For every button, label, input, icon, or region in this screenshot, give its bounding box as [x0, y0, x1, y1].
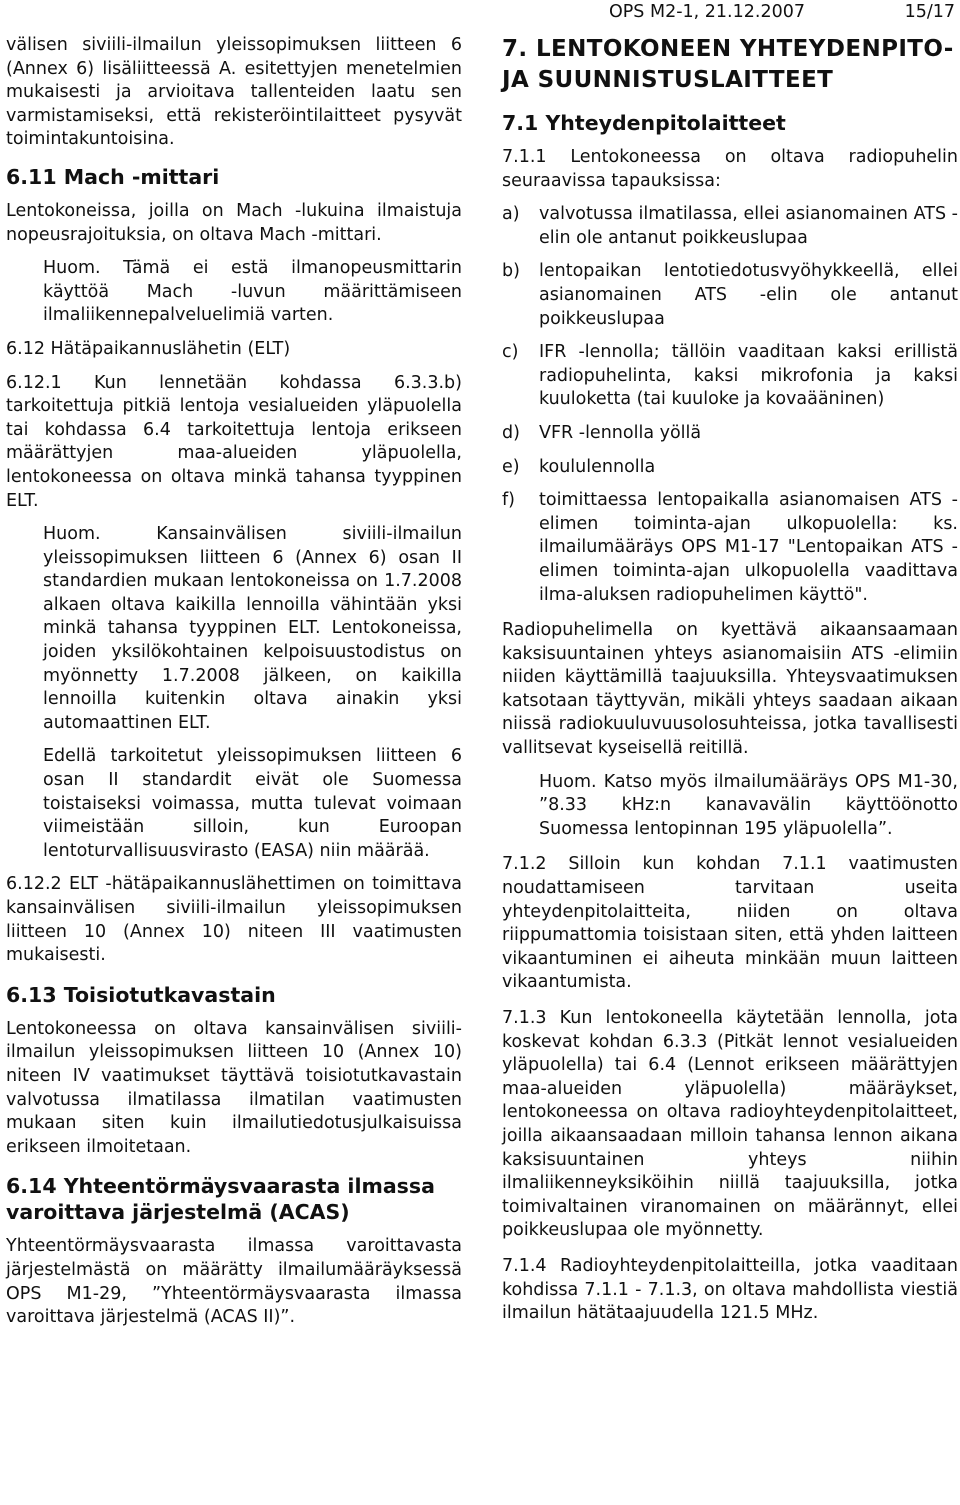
list-item: [502, 341, 958, 412]
list-marker: e): [502, 456, 520, 477]
radio-paragraph: Radiopuhelimella on kyettävä aikaansaamaan kaksisuuntainen yhteys asianomaisiin ATS -elimiin niiden käyttämillä taajuuksilla. Yhteysvaatimuksen katsotaan täyttyvän, mikäli yhteys saadaan aikaan niissä radiokuuluvuusolosuhteissa, jotka tavallisesti vallitsevat kyseisellä reitillä.: [502, 620, 958, 759]
list-marker: b): [502, 261, 520, 282]
list-marker: f): [502, 490, 515, 511]
list-item: [502, 260, 958, 331]
radio-requirement-list: [502, 203, 958, 607]
page-number: 15/17: [904, 2, 955, 22]
list-item: [502, 456, 958, 480]
section-6-12-2-paragraph: 6.12.2 ELT -hätäpaikannuslähettimen on toimittava kansainvälisen siviili-ilmailun yleissopimuksen liitteen 10 (Annex 10) niteen III vaatimusten mukaisesti.: [6, 874, 462, 966]
list-item-text: IFR -lennolla; tällöin vaaditaan kaksi erillistä radiopuhelinta, kaksi mikrofonia ja kaksi kuulokett‌a (tai kuuloke ja kovaääninen): [539, 342, 958, 410]
list-item: [502, 422, 958, 446]
section-6-14-title: 6.14 Yhteentörmäysvaarasta ilmassa varoittava järjestelmä (ACAS): [6, 1174, 435, 1225]
chapter-7-title: 7. LENTOKONEEN YHTEYDENPITO- JA SUUNNISTUSLAITTEET: [502, 36, 954, 93]
section-6-12-title: 6.12 Hätäpaikannuslähetin (ELT): [6, 338, 291, 359]
section-6-12-1-note: Huom. Kansainvälisen siviili-ilmailun yleissopimuksen liitteen 6 (Annex 6) osan II standardien mukaan lentokoneissa on 1.7.2008 alkaen oltava kaikilla lennoilla vähintään yksi minkä tahansa tyyppinen ELT. Lentokoneissa, joiden yksilökohtainen kelpoisuustodistus on myönnetty 1.7.2008 jälkeen, on kaikilla lennoilla kuitenkin oltava ainakin yksi automaattinen ELT.: [43, 524, 462, 733]
list-item-text: valvotussa ilmatilassa, ellei asianomainen ATS -elin ole antanut poikkeuslupaa: [539, 204, 958, 248]
section-6-11-note: Huom. Tämä ei estä ilmanopeusmittarin käyttöä Mach -luvun määrittämiseen ilmaliikennepalveluelimiä varten.: [43, 258, 462, 326]
intro-paragraph: välisen siviili-ilmailun yleissopimuksen liitteen 6 (Annex 6) lisäliitteessä A. esitettyjen menetelmien mukaisesti ja arvioitava tallenteiden laatu sen varmistamiseksi, että rekisteröintilaitteet pysyvät toimintakuntoisina.: [6, 35, 462, 150]
section-7-1-2-paragraph: 7.1.2 Silloin kun kohdan 7.1.1 vaatimusten noudattamiseen tarvitaan useita yhteydenpitolaitteita, niiden on oltava riippumattomia toisistaan siten, että yhden laitteen vikaantuminen ei aiheuta minkään muun laitteen vikaantumista.: [502, 854, 958, 993]
right-column: [502, 34, 958, 1326]
page-header: [0, 0, 960, 30]
list-item-text: toimittaessa lentopaikalla asianomaisen ATS -elimen toiminta-ajan ulkopuolella: ks. ilmailumääräys OPS M1-17 "Lentopaikan ATS -elimen toiminta-ajan ulkopuolella vaadittava ilma-aluksen radiopuhelimen käyttö".: [539, 490, 958, 605]
section-7-1-title: 7.1 Yhteydenpitolaitteet: [502, 111, 786, 135]
radio-note: Huom. Katso myös ilmailumääräys OPS M1-30, ”8.33 kHz:n kanavavälin käyttöönotto Suomessa lentopinnan 195 yläpuolella”.: [539, 771, 958, 839]
section-6-12-1-note-continued: Edellä tarkoitetut yleissopimuksen liitteen 6 osan II standardit eivät ole Suomessa toistaiseksi voimassa, mutta tulevat voimaan viimeistään silloin, kun Euroopan lentoturvallisuusvirasto (EASA) niin määrää.: [43, 746, 462, 861]
document-id: OPS M2-1, 21.12.2007: [608, 2, 805, 22]
list-item-text: lentopaikan lentotiedotusvyöhykkeellä, ellei asianomainen ATS -elin ole antanut poikkeuslupaa: [539, 261, 958, 329]
section-6-12-1-paragraph: 6.12.1 Kun lennetään kohdassa 6.3.3.b) tarkoitettuja pitkiä lentoja vesialueiden yläpuolella tai kohdassa 6.4 tarkoitettuja lentoja erikseen määrättyjen maa-alueiden yläpuolella, lentokoneessa on oltava minkä tahansa tyyppinen ELT.: [6, 372, 462, 511]
section-6-13-title: 6.13 Toisiotutkavastain: [6, 982, 276, 1007]
list-marker: c): [502, 342, 519, 363]
list-item: [502, 203, 958, 250]
list-item-text: koululennolla: [539, 456, 656, 477]
list-marker: d): [502, 422, 520, 443]
section-6-13-paragraph: Lentokoneessa on oltava kansainvälisen siviili-ilmailun yleissopimuksen liitteen 10 (Annex 10) niteen IV vaatimukset täyttävä toisiotutkavastain valvotussa ilmatilassa ilmatilan vaatimusten mukaan siten kuin ilmailutiedotusjulkaisuissa erikseen ilmoitetaan.: [6, 1018, 462, 1157]
section-6-11-paragraph: Lentokoneissa, joilla on Mach -lukuina ilmaistuja nopeusrajoituksia, on oltava Mach -mittari.: [6, 200, 462, 245]
list-item-text: VFR -lennolla yöllä: [539, 422, 702, 443]
list-marker: a): [502, 204, 520, 225]
section-7-1-4-paragraph: 7.1.4 Radioyhteydenpitolaitteilla, jotka vaaditaan kohdissa 7.1.1 - 7.1.3, on oltava mahdollista viestiä ilmailun hätätaajuudella 121.5 MHz.: [502, 1255, 958, 1324]
section-7-1-1-paragraph: 7.1.1 Lentokoneessa on oltava radiopuhelin seuraavissa tapauksissa:: [502, 147, 958, 191]
section-6-14-paragraph: Yhteentörmäysvaarasta ilmassa varoittavasta järjestelmästä on määrätty ilmailumääräyksessä OPS M1-29, ”Yhteentörmäysvaarasta ilmassa varoittava järjestelmä (ACAS II)”.: [6, 1236, 462, 1328]
section-7-1-3-paragraph: 7.1.3 Kun lentokoneella käytetään lennolla, jota koskevat kohdan 6.3.3 (Pitkät lennot vesialueiden yläpuolella) tai 6.4 (Lennot erikseen määrättyjen maa-alueiden yläpuolella) määräykset, lentokoneessa on oltava radioyhteydenpitolaitteet, joilla aikaansaadaan milloin tahansa lennon aikana kaksisuuntainen yhteys niihin ilmaliikenneyksiköihin niillä taajuuksilla, jotka toimivaltainen viranomainen on määrännyt, ellei poikkeuslupaa ole myönnetty.: [502, 1008, 958, 1241]
left-column: [6, 34, 462, 1330]
section-6-11-title: 6.11 Mach -mittari: [6, 164, 220, 189]
list-item: [502, 489, 958, 607]
